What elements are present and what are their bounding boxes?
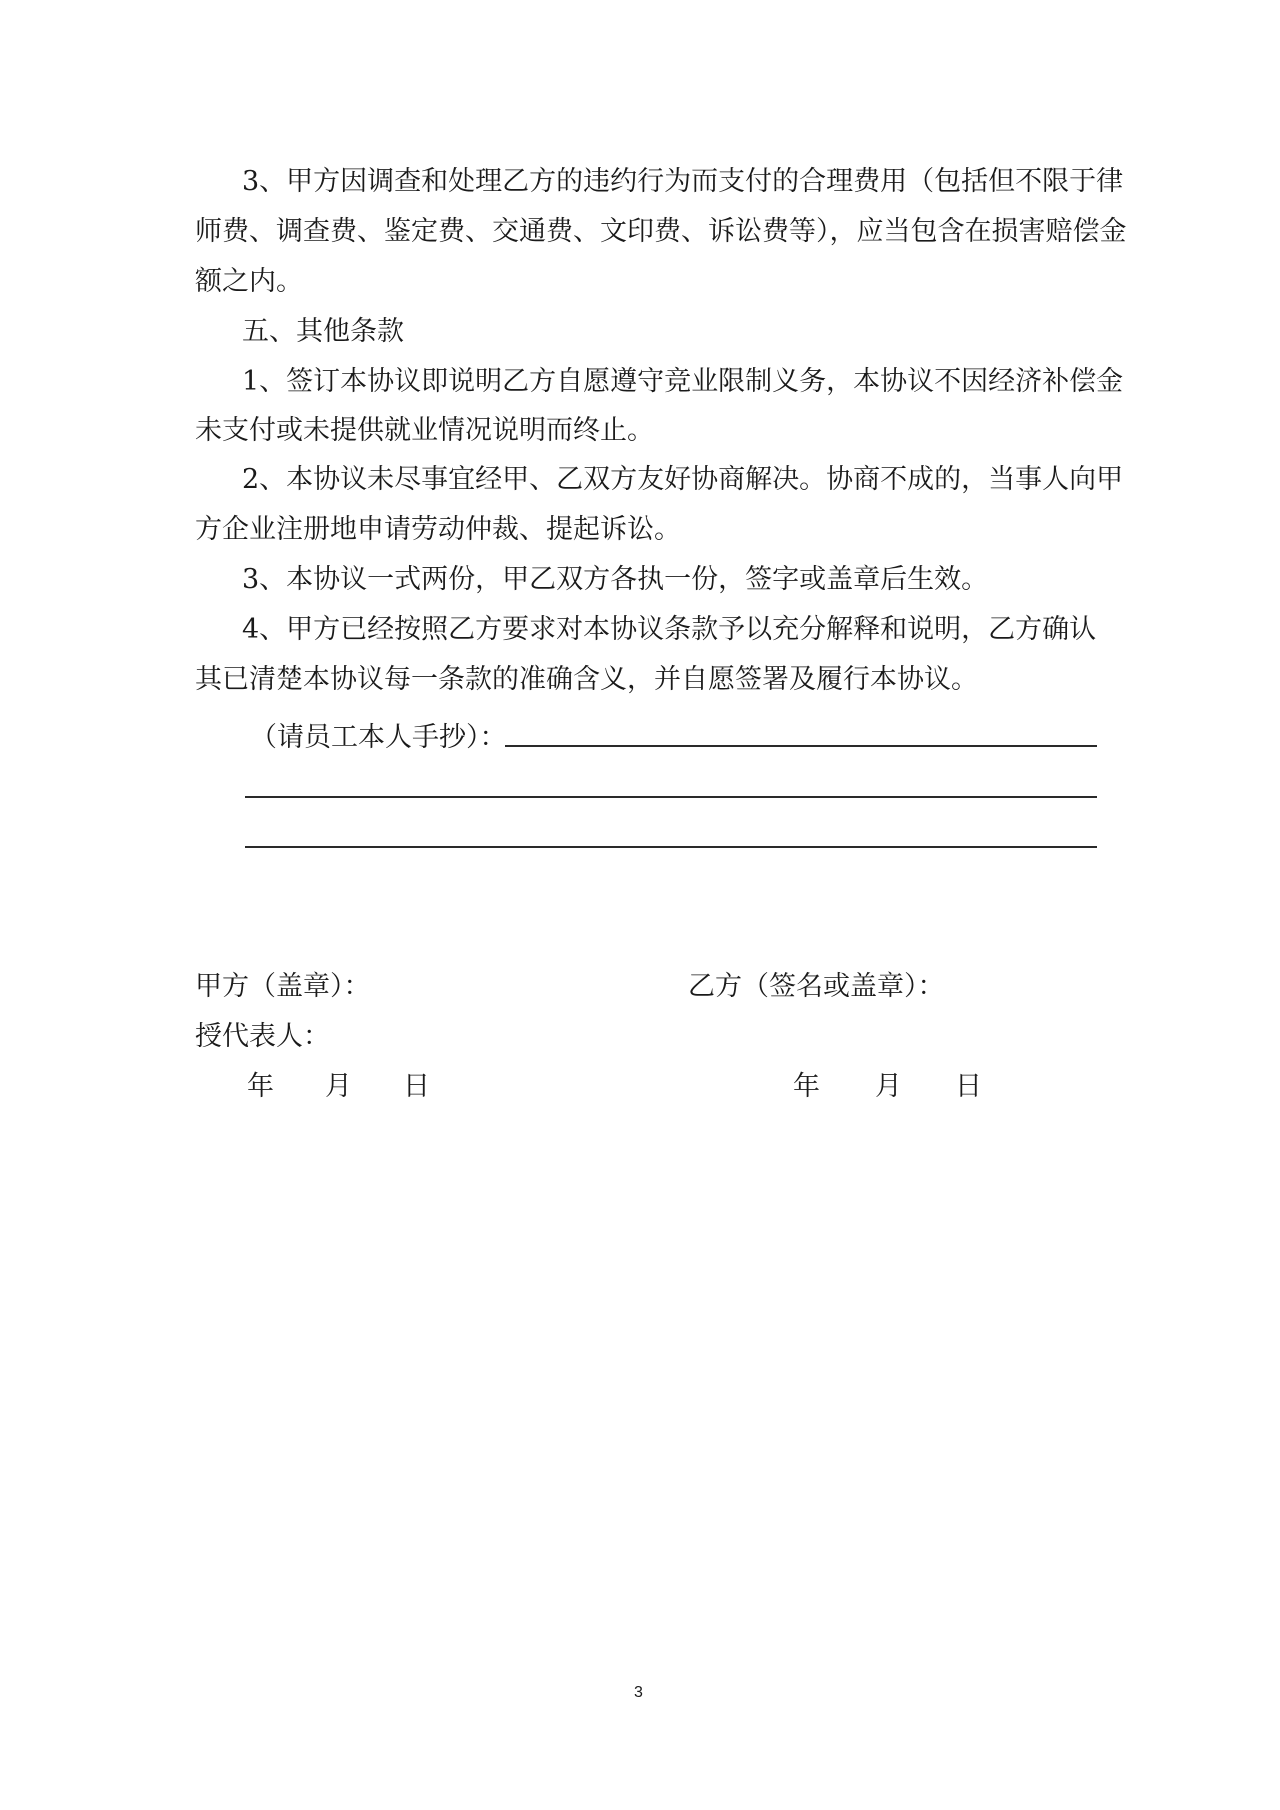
party-a-date-day: 日 — [403, 1071, 430, 1102]
handwrite-label: （请员工本人手抄）： — [250, 722, 507, 753]
paragraph-line: 方企业注册地申请劳动仲裁、提起诉讼。 — [195, 514, 681, 545]
handwrite-line-1[interactable] — [505, 745, 1097, 747]
party-a-seal-label: 甲方（盖章）： — [195, 971, 371, 1002]
paragraph-line: 1、签订本协议即说明乙方自愿遵守竞业限制义务，本协议不因经济补偿金 — [242, 366, 1124, 397]
party-a-date-month: 月 — [325, 1071, 352, 1102]
party-a-representative-label: 授代表人： — [195, 1021, 330, 1052]
page-number: 3 — [634, 1684, 643, 1701]
paragraph-line: 4、甲方已经按照乙方要求对本协议条款予以充分解释和说明，乙方确认 — [242, 614, 1097, 645]
paragraph-line: 2、本协议未尽事宜经甲、乙双方友好协商解决。协商不成的，当事人向甲 — [242, 464, 1124, 495]
handwrite-line-3[interactable] — [245, 846, 1097, 848]
handwrite-line-2[interactable] — [245, 796, 1097, 798]
party-a-date-year: 年 — [247, 1071, 274, 1102]
party-b-date-year: 年 — [793, 1071, 820, 1102]
section-heading: 五、其他条款 — [242, 316, 404, 347]
party-b-date-month: 月 — [875, 1071, 902, 1102]
paragraph-line: 其已清楚本协议每一条款的准确含义，并自愿签署及履行本协议。 — [195, 664, 978, 695]
party-b-date-day: 日 — [955, 1071, 982, 1102]
paragraph-line: 师费、调查费、鉴定费、交通费、文印费、诉讼费等），应当包含在损害赔偿金 — [195, 216, 1127, 247]
paragraph-line: 额之内。 — [195, 266, 303, 297]
party-b-signature-label: 乙方（签名或盖章）： — [688, 971, 945, 1002]
paragraph-line: 3、甲方因调查和处理乙方的违约行为而支付的合理费用（包括但不限于律 — [242, 166, 1124, 197]
paragraph-line: 3、本协议一式两份，甲乙双方各执一份，签字或盖章后生效。 — [242, 564, 989, 595]
paragraph-line: 未支付或未提供就业情况说明而终止。 — [195, 415, 654, 446]
